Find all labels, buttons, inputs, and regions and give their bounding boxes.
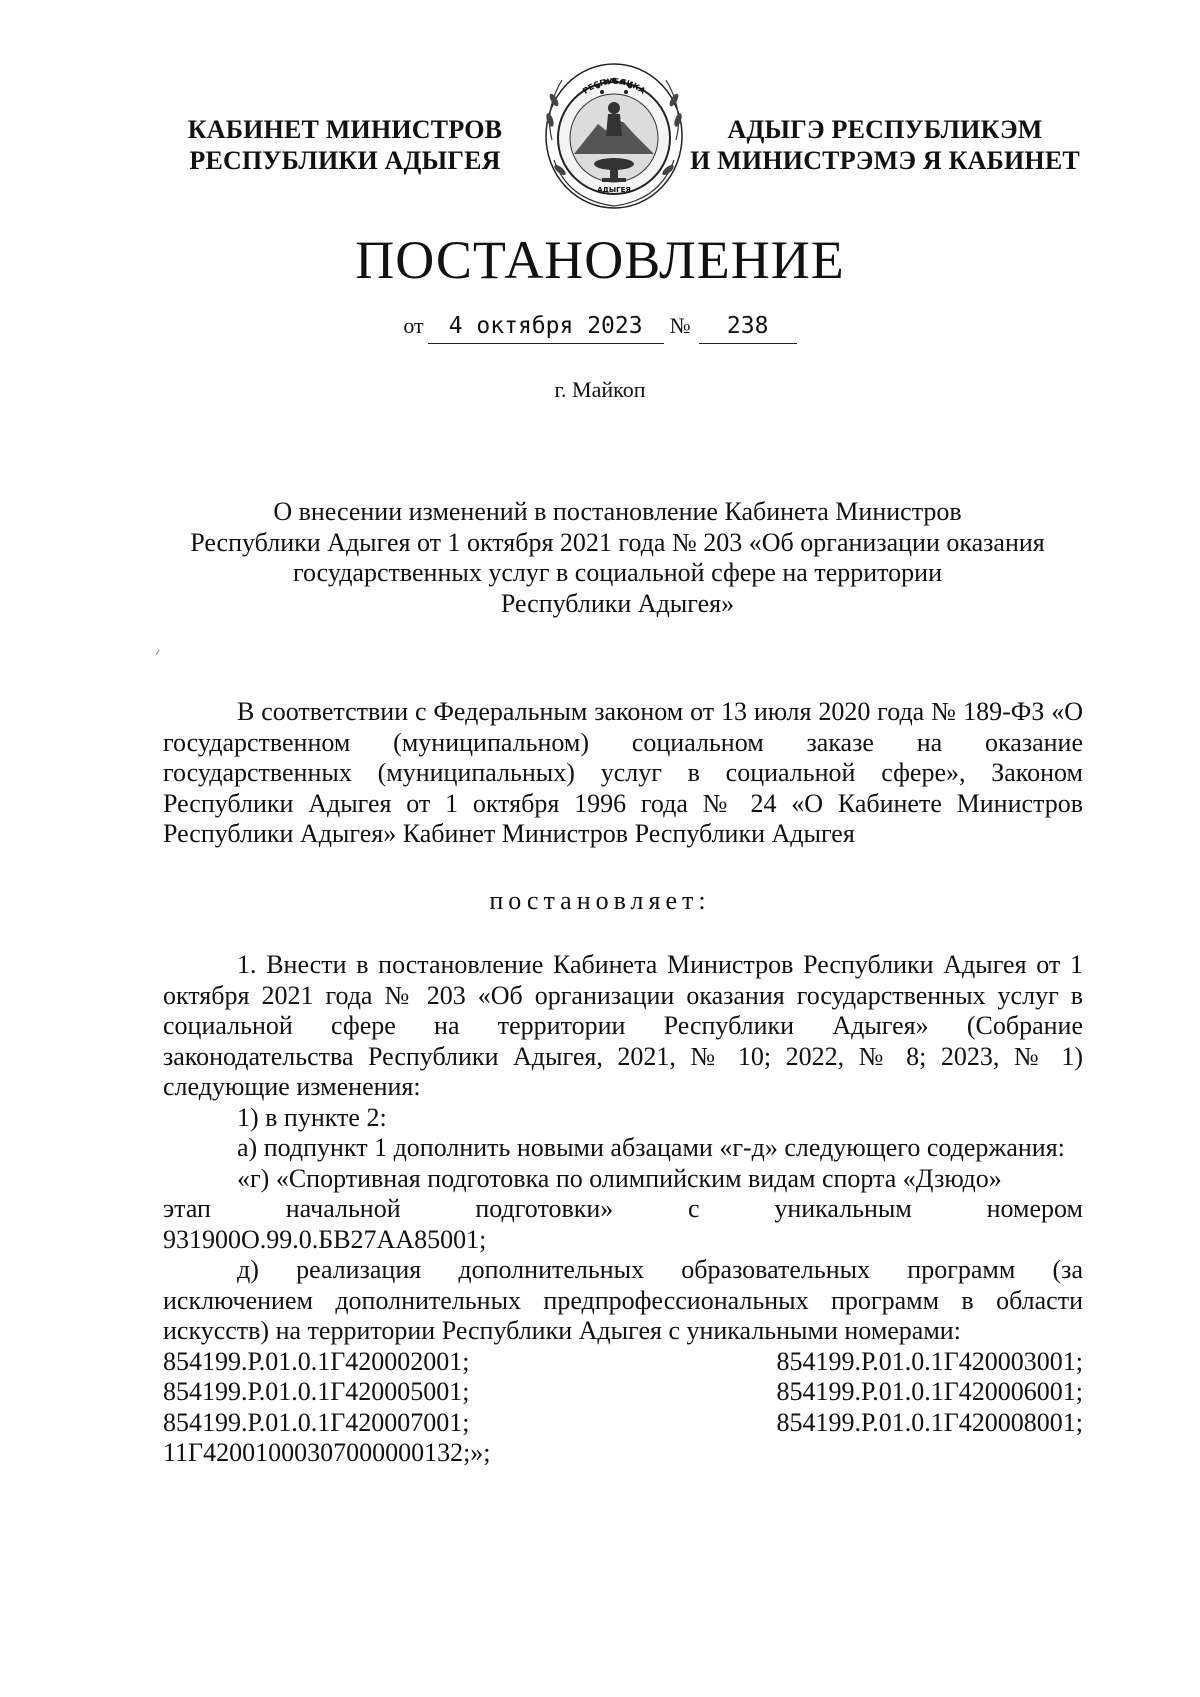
- issuer-adyghe-line2: И МИНИСТРЭМЭ Я КАБИНЕТ: [690, 146, 1080, 175]
- service-code: 854199.Р.01.0.1Г420006001;: [776, 1377, 1083, 1406]
- paragraph-g-line2: этап начальной подготовки» с уникальным номером: [163, 1194, 1083, 1223]
- preamble-paragraph: В соответствии с Федеральным законом от 13 июля 2020 года № 189-ФЗ «О государственном (муниципальном) социальном заказе на оказание государственных (муниципальных) услуг в социальной сфере», Законом Республики Адыгея от 1 октября 1996 года № 24 «О Кабинете Министров Республики Адыгея» Кабинет Министров Республики Адыгея: [163, 697, 1083, 848]
- issuer-russian-line1: КАБИНЕТ МИНИСТРОВ: [187, 115, 503, 144]
- service-code-last: 11Г42001000307000000132;»;: [163, 1438, 491, 1467]
- service-codes-list: [163, 1347, 1083, 1439]
- subject-line-3: государственных услуг в социальной сфере на территории: [292, 558, 942, 587]
- place-of-issue: г. Майкоп: [554, 377, 646, 402]
- coat-of-arms-icon: [538, 50, 690, 210]
- subject-line-2: Республики Адыгея от 1 октября 2021 года № 203 «Об организации оказания: [190, 527, 1045, 557]
- document-subject: [150, 497, 1085, 619]
- issuer-russian-line2: РЕСПУБЛИКИ АДЫГЕЯ: [189, 146, 501, 175]
- paragraph-g-line3: 931900О.99.0.БВ27АА85001;: [163, 1224, 487, 1254]
- paragraph-g-line1: «г) «Спортивная подготовка по олимпийским видам спорта «Дзюдо»: [237, 1163, 1002, 1193]
- service-code: 854199.Р.01.0.1Г420002001;: [163, 1346, 470, 1376]
- number-label: №: [669, 313, 691, 338]
- decree-word: постановляет:: [489, 886, 711, 915]
- issuer-russian: [180, 114, 510, 176]
- service-code: 854199.Р.01.0.1Г420003001;: [776, 1346, 1083, 1376]
- emblem-text-top: РЕСПУБЛИКА: [581, 76, 647, 96]
- service-code: 854199.Р.01.0.1Г420008001;: [776, 1407, 1083, 1437]
- issuer-adyghe: [690, 114, 1080, 176]
- document-number: 238: [699, 309, 797, 344]
- main-body: [163, 950, 1083, 1469]
- service-code: 854199.Р.01.0.1Г420005001;: [163, 1377, 470, 1406]
- document-title: ПОСТАНОВЛЕНИЕ: [355, 230, 845, 290]
- subject-line-1: О внесении изменений в постановление Кабинета Министров: [273, 497, 962, 526]
- emblem-text-bottom: АДЫГЕЯ: [597, 186, 631, 194]
- preamble: [163, 697, 1083, 850]
- paragraph-1-1: 1) в пункте 2:: [237, 1102, 387, 1132]
- scan-mark: [156, 649, 162, 656]
- service-code: 854199.Р.01.0.1Г420007001;: [163, 1407, 470, 1437]
- paragraph-a: а) подпункт 1 дополнить новыми абзацами «г-д» следующего содержания:: [237, 1133, 1065, 1162]
- date-number-line: [0, 306, 1200, 346]
- document-date: 4 октября 2023: [428, 309, 664, 344]
- date-label: от: [403, 313, 424, 338]
- subject-line-4: Республики Адыгея»: [500, 588, 735, 618]
- issuer-adyghe-line1: АДЫГЭ РЕСПУБЛИКЭМ: [727, 115, 1043, 144]
- paragraph-d: д) реализация дополнительных образовательных программ (за исключением дополнительных предпрофессиональных программ в области искусств) на территории Республики Адыгея с уникальными номерами:: [163, 1255, 1083, 1345]
- paragraph-1: 1. Внести в постановление Кабинета Министров Республики Адыгея от 1 октября 2021 года № 203 «Об организации оказания государственных услуг в социальной сфере на территории Республики Адыгея» (Собрание законодательства Республики Адыгея, 2021, № 10; 2022, № 8; 2023, № 1) следующие изменения:: [163, 950, 1083, 1101]
